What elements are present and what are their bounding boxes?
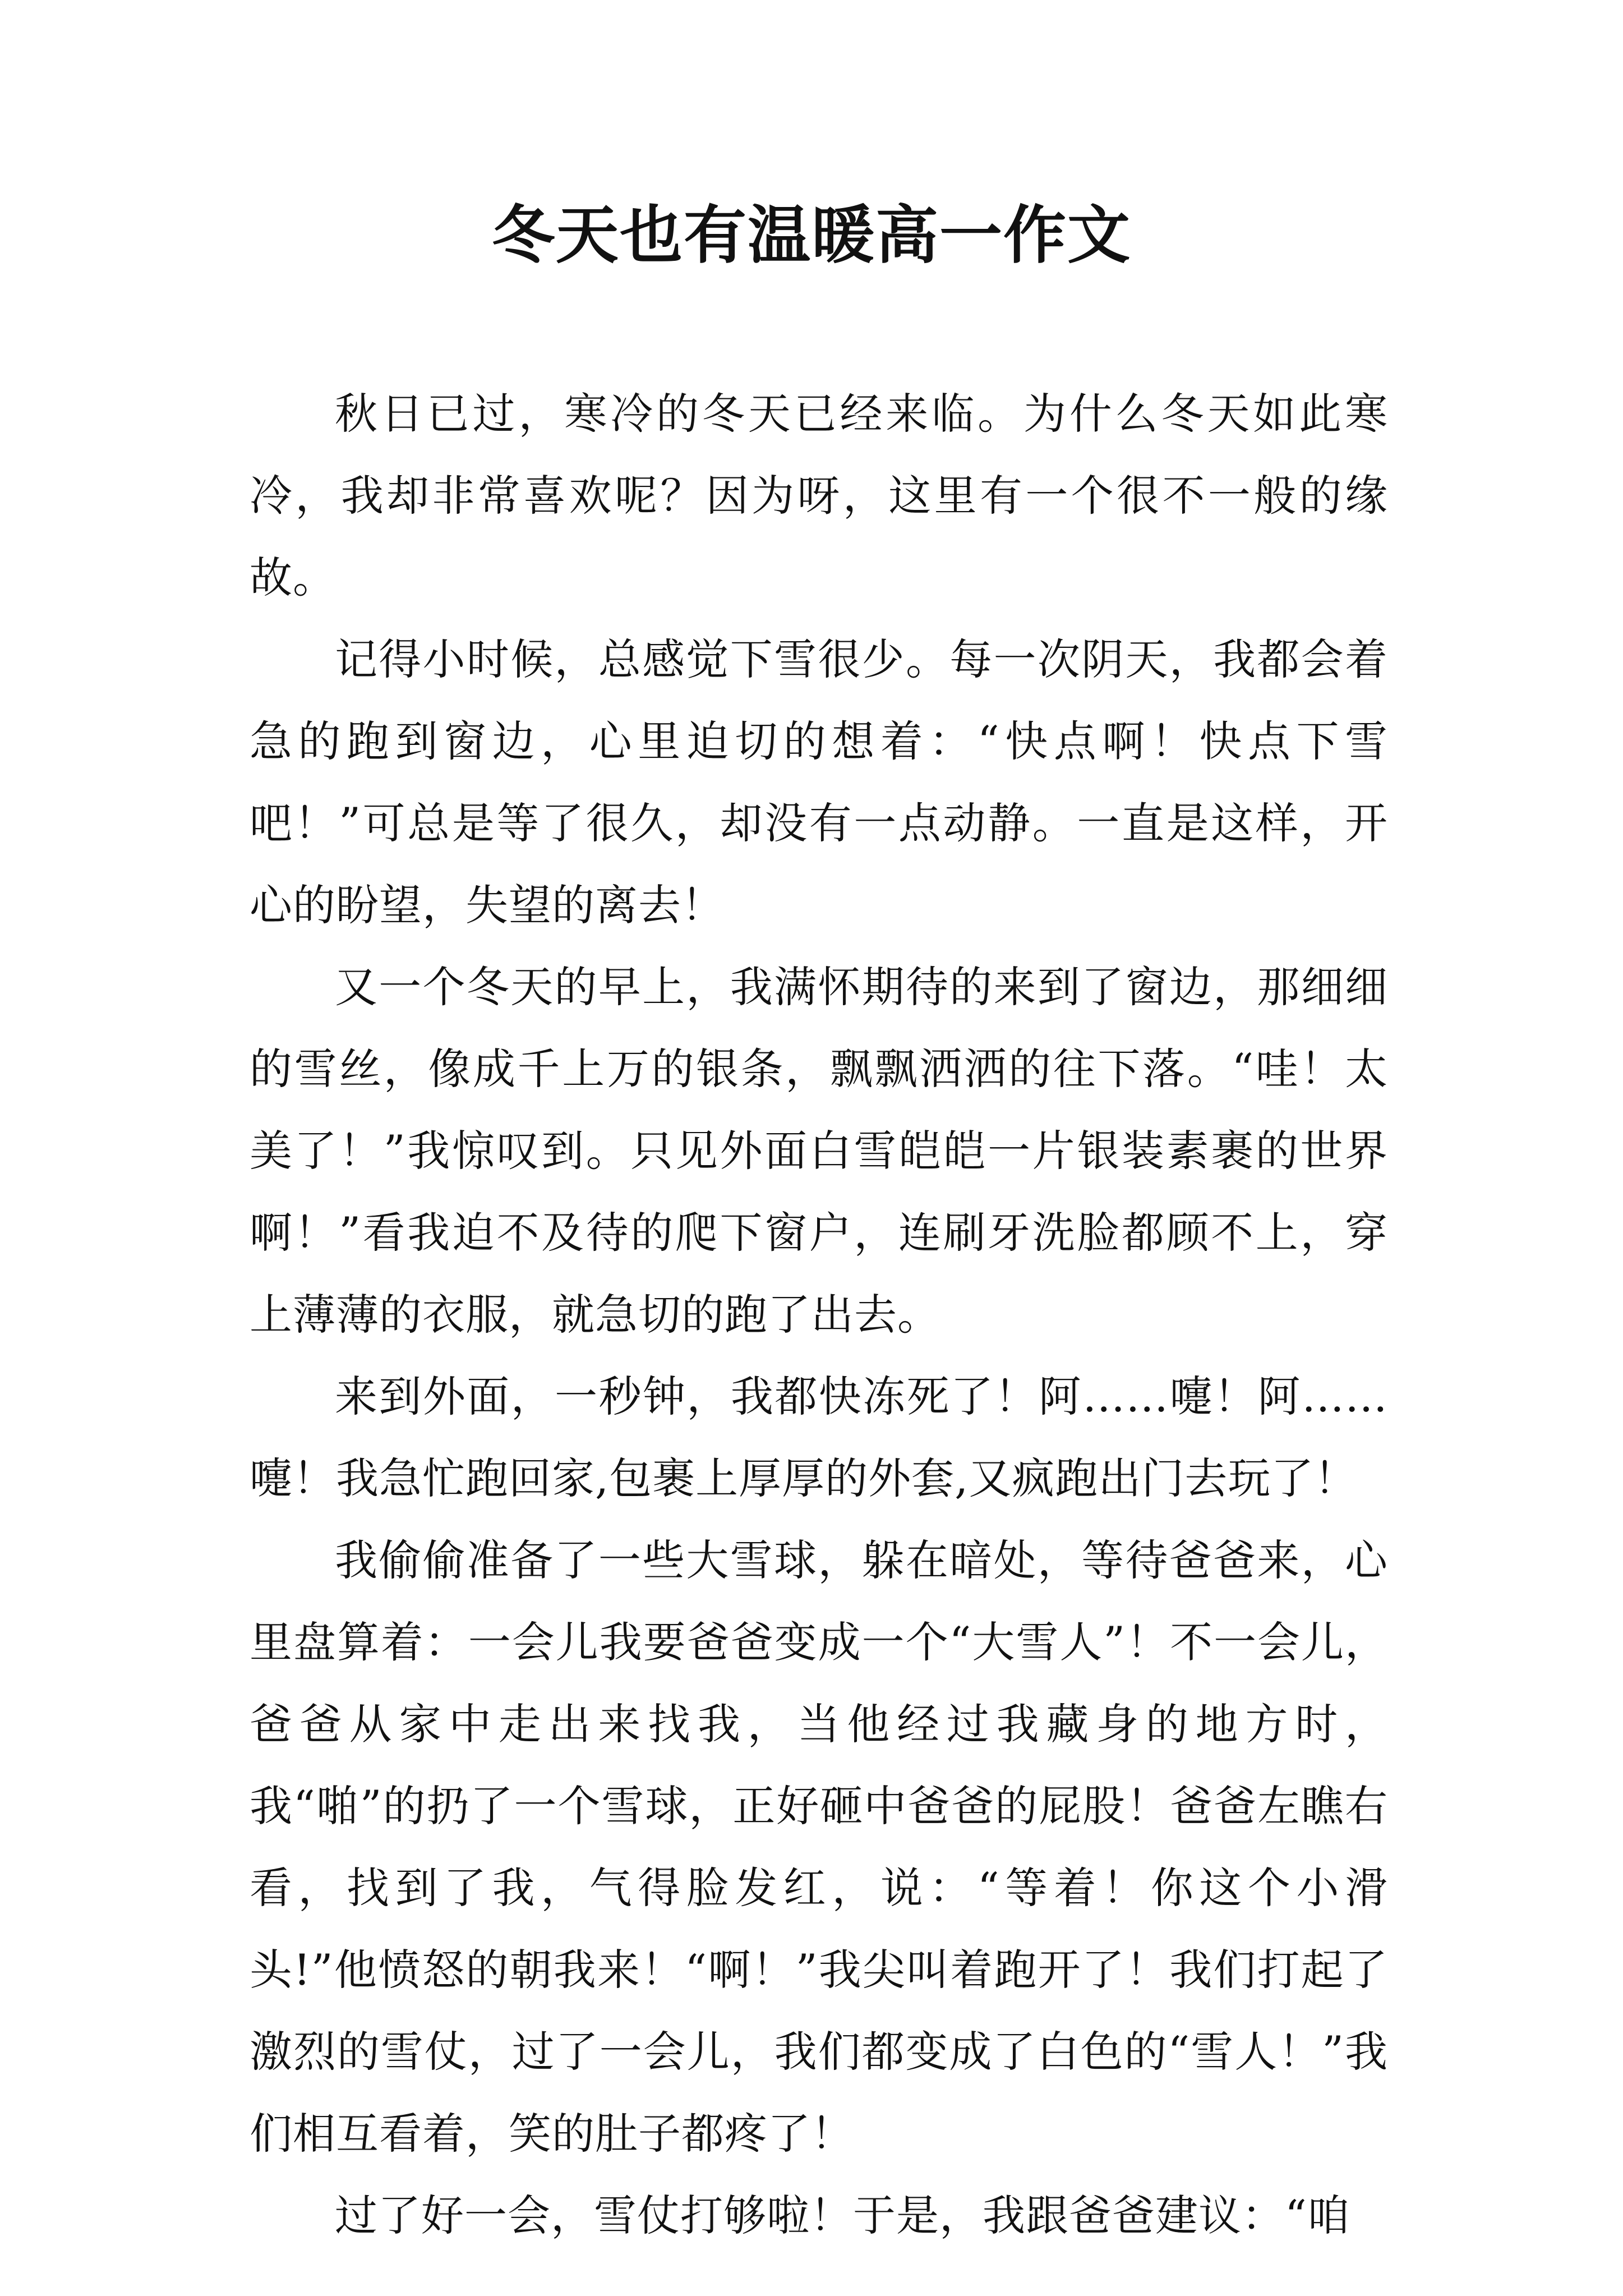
paragraph-3: 又一个冬天的早上，我满怀期待的来到了窗边，那细细的雪丝，像成千上万的银条，飘飘洒洒的往下落。“哇！太美了！”我惊叹到。只见外面白雪皑皑一片银装素裹的世界啊！”看我迫不及待的爬下窗户，连刷牙洗脸都顾不上，穿上薄薄的衣服，就急切的跑了出去。 <box>250 962 1388 1340</box>
paragraph-5: 我偷偷准备了一些大雪球，躲在暗处，等待爸爸来，心里盘算着：一会儿我要爸爸变成一个“大雪人”！不一会儿，爸爸从家中走出来找我，当他经过我藏身的地方时，我“啪”的扔了一个雪球，正好砸中爸爸的屁股！爸爸左瞧右看，找到了我，气得脸发红，说：“等着！你这个小滑头!”他愤怒的朝我来！“啊！”我尖叫着跑开了！我们打起了激烈的雪仗，过了一会儿，我们都变成了白色的“雪人！”我们相互看着，笑的肚子都疼了！ <box>250 1535 1388 2159</box>
paragraph-4: 来到外面，一秒钟，我都快冻死了！阿……嚏！阿……嚏！我急忙跑回家,包裹上厚厚的外套,又疯跑出门去玩了！ <box>250 1372 1388 1503</box>
paragraph-6: 过了好一会，雪仗打够啦！于是，我跟爸爸建议：“咱 <box>335 2191 1350 2240</box>
paragraph-2: 记得小时候，总感觉下雪很少。每一次阴天，我都会着急的跑到窗边，心里迫切的想着：“快点啊！快点下雪吧！”可总是等了很久，却没有一点动静。一直是这样，开心的盼望，失望的离去！ <box>250 634 1388 930</box>
paragraph-1: 秋日已过，寒冷的冬天已经来临。为什么冬天如此寒冷，我却非常喜欢呢？因为呀，这里有一个很不一般的缘故。 <box>250 389 1388 602</box>
essay-body <box>250 373 1388 2257</box>
document-title: 冬天也有温暖高一作文 <box>492 199 1131 272</box>
